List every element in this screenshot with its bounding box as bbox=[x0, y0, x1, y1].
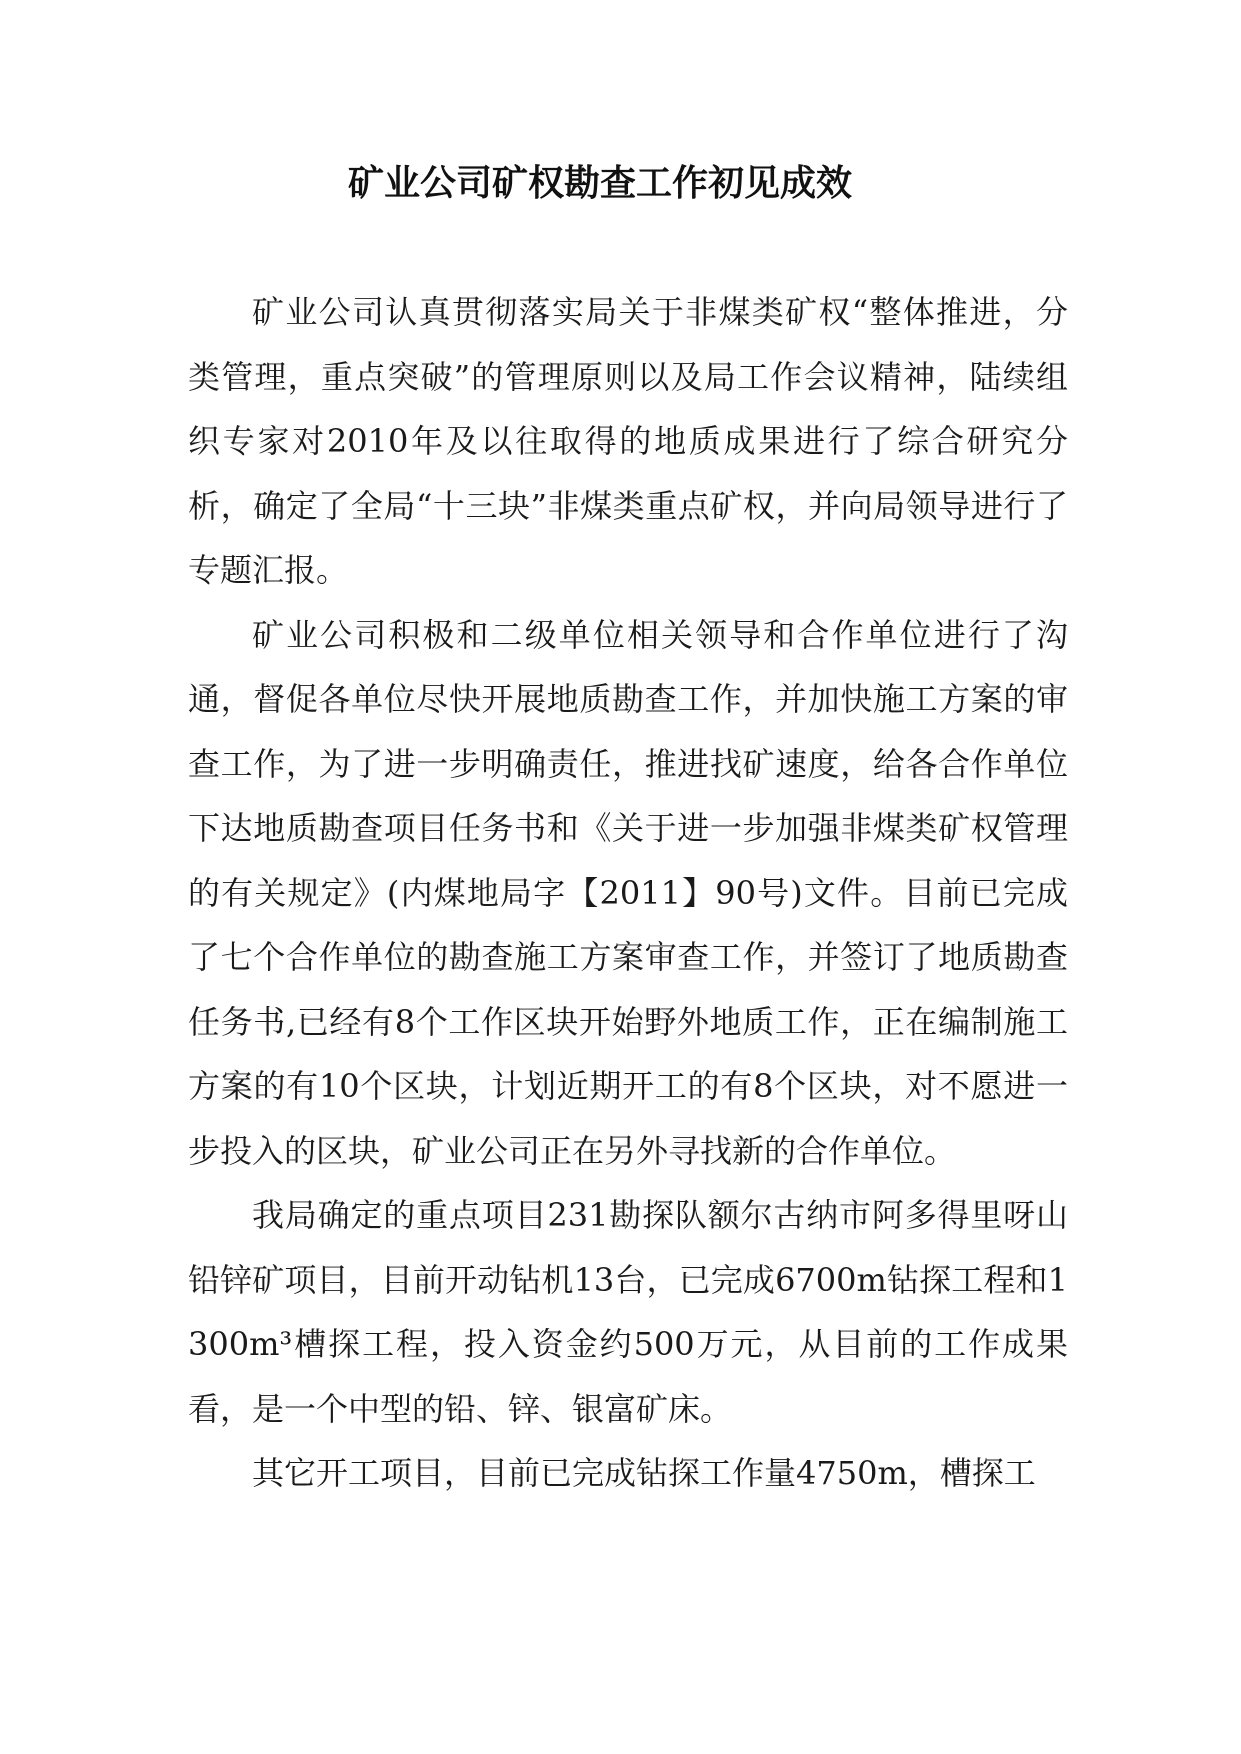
paragraph-3: 我局确定的重点项目231勘探队额尔古纳市阿多得里呀山铅锌矿项目，目前开动钻机13台，已完成6700m钻探工程和1300m³槽探工程，投入资金约500万元，从目前的工作成果看，是一个中型的铅、锌、银富矿床。 bbox=[188, 1196, 1068, 1428]
document-title: 矿业公司矿权勘查工作初见成效 bbox=[347, 162, 852, 204]
paragraph-4: 其它开工项目，目前已完成钻探工作量4750m，槽探工 bbox=[252, 1454, 1036, 1492]
document-body bbox=[188, 280, 1068, 1506]
paragraph-2: 矿业公司积极和二级单位相关领导和合作单位进行了沟通，督促各单位尽快开展地质勘查工作，并加快施工方案的审查工作，为了进一步明确责任，推进找矿速度，给各合作单位下达地质勘查项目任务书和《关于进一步加强非煤类矿权管理的有关规定》(内煤地局字【2011】90号)文件。目前已完成了七个合作单位的勘查施工方案审查工作，并签订了地质勘查任务书,已经有8个工作区块开始野外地质工作，正在编制施工方案的有10个区块，计划近期开工的有8个区块，对不愿进一步投入的区块，矿业公司正在另外寻找新的合作单位。 bbox=[188, 615, 1068, 1170]
paragraph-1: 矿业公司认真贯彻落实局关于非煤类矿权“整体推进，分类管理，重点突破”的管理原则以及局工作会议精神，陆续组织专家对2010年及以往取得的地质成果进行了综合研究分析，确定了全局“十三块”非煤类重点矿权，并向局领导进行了专题汇报。 bbox=[188, 293, 1068, 589]
